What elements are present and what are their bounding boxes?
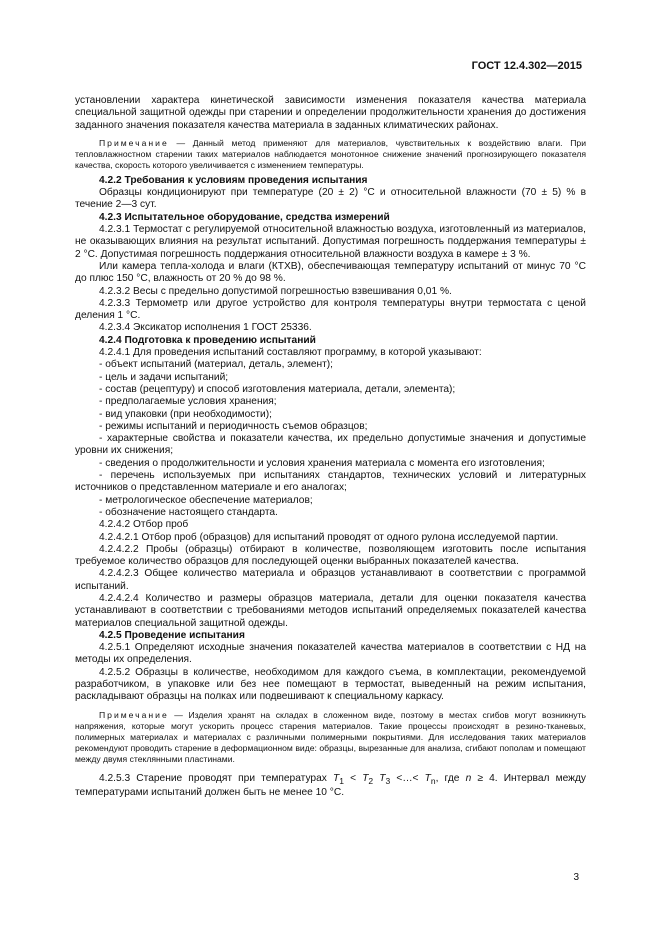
section-heading-4-2-4: 4.2.4 Подготовка к проведению испытаний [99,334,316,346]
list-item: - характерные свойства и показатели качества, их предельно допустимые значения и допустимые уровни их снижения; [75,433,586,457]
paragraph-4-2-4-2: 4.2.4.2 Отбор проб [99,519,189,531]
temp-t1: T [333,772,340,784]
paragraph-4-2-4-2-4: 4.2.4.2.4 Количество и размеры образцов материала, детали для оценки показателя качества устанавливают в соответствии с требованиями методов испытаний определяемых показателей качества материалов специальной защитной одежды. [75,592,586,629]
p4253-part-b: , где [435,772,466,784]
ellipsis-range: <…< [390,772,425,784]
list-item: - вид упаковки (при необходимости); [99,408,272,420]
note-2-label: Примечание [99,709,169,720]
intro-paragraph: установлении характера кинетической зависимости изменения показателя качества материала специальной защитной одежды при старении и определении продолжительности хранения до достижения заданного значения показателя качества материала в заданных климатических районах. [75,95,586,131]
paragraph-4-2-5-2: 4.2.5.2 Образцы в количестве, необходимом для каждого съема, в комплектации, рекомендуемой разработчиком, в упаковке или без нее помещают в термостат, выведенный на режим испытания, раскладывают образцы на полках или подвешивают к специальному каркасу. [75,666,586,703]
list-item: - обозначение настоящего стандарта. [99,506,278,518]
temp-t3-sub: 3 [385,775,391,786]
paragraph-4-2-2: Образцы кондиционируют при температуре (20 ± 2) °C и относительной влажности (70 ± 5) % в течение 2—3 сут. [75,187,586,211]
page-number: 3 [573,872,579,883]
temp-t3: T [379,772,386,784]
section-heading-4-2-5: 4.2.5 Проведение испытания [99,629,245,641]
paragraph-4-2-3-2: 4.2.3.2 Весы с предельно допустимой погрешностью взвешивания 0,01 %. [99,285,452,297]
note-2 [75,710,586,765]
note-2-text: — Изделия хранят на складах в сложенном виде, поэтому в местах сгибов могут возникнуть напряжения, которые могут ускорить процесс старения материалов. Такие процессы происходят в резино-тканевых, полимерных материалах и материалах с различными полимерными покрытиями. Для исследования таких материалов рекомендуют проводить старение в деформационном виде: образцы, вырезанные для анализа, сгибают пополам и помещают между двумя стеклянными пластинами. [75,709,586,764]
p4253-part-c: ≥ 4. Интервал между температурами испытаний должен быть не менее 10 °C. [75,772,586,798]
var-n: n [465,772,472,784]
list-item: - режимы испытаний и периодичность съемов образцов; [99,420,368,432]
list-item: - метрологическое обеспечение материалов; [99,494,313,506]
paragraph-4-2-4-2-3: 4.2.4.2.3 Общее количество материала и образцов устанавливают в соответствии с программой испытаний. [75,568,586,592]
paragraph-4-2-4-1: 4.2.4.1 Для проведения испытаний составляют программу, в которой указывают: [99,347,482,359]
list-item: - цель и задачи испытаний; [99,371,229,383]
document-body [75,95,586,799]
temp-tn-sub: n [430,775,436,786]
temp-tn: T [424,772,431,784]
document-id: ГОСТ 12.4.302—2015 [471,60,582,72]
list-item: - перечень используемых при испытаниях стандартов, технических условий и литературных источников о представленном материале и его аналогах; [75,470,586,494]
lt-1: < [343,772,363,784]
section-heading-4-2-3: 4.2.3 Испытательное оборудование, средства измерений [99,211,390,223]
section-heading-4-2-2: 4.2.2 Требования к условиям проведения испытания [99,174,368,186]
paragraph-4-2-3-1-b: Или камера тепла-холода и влаги (КТХВ), обеспечивающая температуру испытаний от минус 70 °C до плюс 150 °C, влажность от 20 % до 98 %. [75,260,586,285]
paragraph-4-2-5-3 [75,773,586,800]
list-item: - состав (рецептуру) и способ изготовления материала, детали, элемента); [99,383,456,395]
temp-t1-sub: 1 [339,775,344,786]
note-1-label: Примечание [99,137,169,148]
paragraph-4-2-5-1: 4.2.5.1 Определяют исходные значения показателей качества материалов в соответствии с НД на методы их определения. [75,642,586,666]
list-item: - предполагаемые условия хранения; [99,396,277,408]
paragraph-4-2-4-2-1: 4.2.4.2.1 Отбор проб (образцов) для испытаний проводят от одного рулона исследуемой партии. [99,531,559,543]
note-1 [75,138,586,171]
paragraph-4-2-3-1: 4.2.3.1 Термостат с регулируемой относительной влажностью воздуха, изготовленный из материалов, не оказывающих влияния на результат испытаний. Допустимая погрешность поддержания температуры ± 2 °C. Допустимая погрешность поддержания относительной влажности воздуха в камере ± 3 %. [75,224,586,260]
paragraph-4-2-3-4: 4.2.3.4 Эксикатор исполнения 1 ГОСТ 25336. [99,322,312,334]
paragraph-4-2-4-2-2: 4.2.4.2.2 Пробы (образцы) отбирают в количестве, позволяющем изготовить после испытания требуемое количество образцов для последующей оценки выбранных показателей качества. [75,543,586,568]
temp-t2: T [362,772,369,784]
note-1-text: — Данный метод применяют для материалов, чувствительных к воздействию влаги. При тепловлажностном старении таких материалов наблюдается монотонное снижение значений прогнозирующего показателя качества, скорость которого увеличивается с изменением температуры. [75,137,586,170]
temp-t2-sub: 2 [368,775,374,786]
paragraph-4-2-3-3: 4.2.3.3 Термометр или другое устройство для контроля температуры внутри термостата с ценой деления 1 °C. [75,297,586,322]
p4253-part-a: 4.2.5.3 Старение проводят при температурах [99,772,333,784]
list-item: - сведения о продолжительности и условия хранения материала с момента его изготовления; [99,457,545,469]
list-item: - объект испытаний (материал, деталь, элемент); [99,359,334,371]
